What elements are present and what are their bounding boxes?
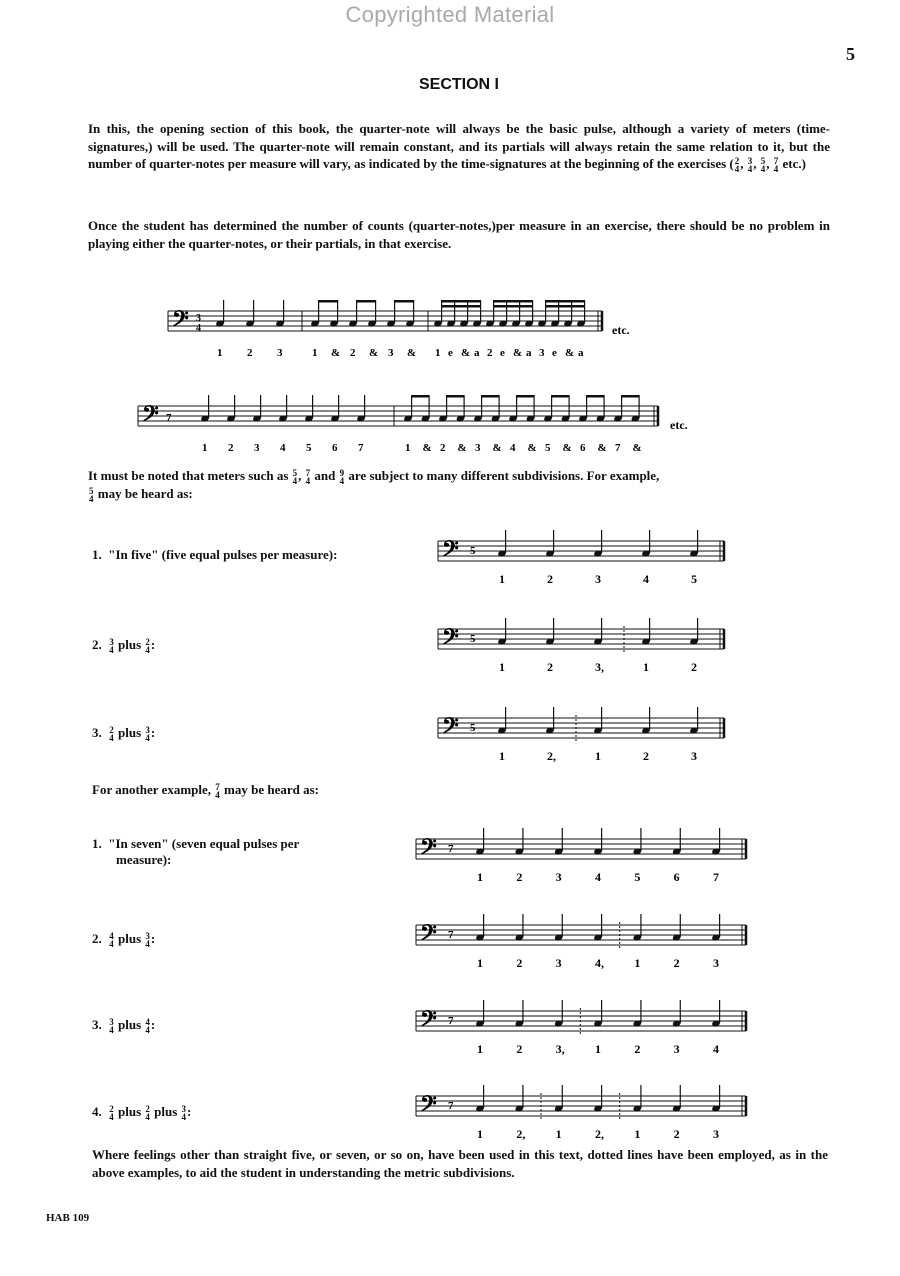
- count-label: 1: [405, 442, 411, 454]
- counts-paragraph: Once the student has determined the number of counts (quarter-notes,)per measure in an exercise, there should be no problem in playing either the quarter-notes, or their partials, in that exercise.: [88, 218, 830, 251]
- count-label: 3,: [595, 660, 604, 674]
- seven-example-4-staff: [408, 1075, 758, 1145]
- count-label: 2: [673, 1127, 680, 1141]
- five-example-3-staff: [430, 697, 740, 767]
- svg-text:3: 3: [196, 313, 201, 324]
- count-label: 2,: [547, 749, 556, 763]
- count-label: 1: [477, 956, 483, 970]
- count-label: 2: [516, 1042, 523, 1056]
- five-example-2-staff: [430, 608, 740, 678]
- time-signature: 5: [470, 633, 476, 645]
- count-label: 2: [643, 749, 649, 763]
- count-label: 1: [643, 660, 649, 674]
- subdivisions-paragraph: It must be noted that meters such as 5 4 , 7 4 and 9 4 are subject to many different subdivisions. For example, 5 4 may be heard as:: [88, 468, 660, 505]
- count-label: &: [461, 347, 471, 359]
- count-label: 2: [673, 956, 680, 970]
- bass-clef-icon: 𝄢: [420, 835, 437, 864]
- five-example-3-label: 3. 2 4 plus 3 4 :: [92, 725, 156, 744]
- count-label: 3: [713, 956, 719, 970]
- seven-example-3-label: 3. 3 4 plus 4 4 :: [92, 1017, 156, 1036]
- count-label: 1: [202, 442, 208, 454]
- time-signature: 7: [448, 1015, 454, 1027]
- bass-clef-icon: 𝄢: [442, 714, 459, 743]
- fraction-five-four: 5 4: [760, 156, 766, 175]
- bass-clef-icon: 𝄢: [420, 921, 437, 950]
- count-label: 6: [332, 442, 338, 454]
- beam: [319, 300, 338, 303]
- example-staff-2: [130, 385, 710, 460]
- count-label: 2,: [516, 1127, 526, 1141]
- count-label: 7: [713, 870, 719, 884]
- count-label: e: [552, 347, 557, 359]
- intro-paragraph: In this, the opening section of this book, the quarter-note will always be the basic pulse, although a variety of meters (time-signatures,) will be used. The quarter-note will remain constant, and its partials will always retain the same relation to it, but the number of quarter-notes per measure will vary, as indicated by the time-signatures at the beginning of the exercises ( 2 4 , 3 4 , 5 4 , 7 4 etc.): [88, 121, 830, 175]
- count-label: 1: [595, 749, 601, 763]
- beam: [447, 395, 465, 398]
- count-label: 2: [547, 660, 553, 674]
- beam: [482, 395, 500, 398]
- time-signature: 7: [448, 929, 454, 941]
- count-label: 1: [499, 749, 505, 763]
- count-label: &: [513, 347, 523, 359]
- count-label: &: [565, 347, 575, 359]
- seven-example-1-staff: [408, 818, 758, 888]
- count-label: 3: [595, 572, 601, 586]
- count-label: 3: [555, 956, 562, 970]
- count-label: 7: [358, 442, 364, 454]
- count-label: 3: [713, 1127, 719, 1141]
- count-label: 6: [673, 870, 680, 884]
- watermark: Copyrighted Material: [345, 2, 555, 27]
- fraction-seven-four: 7 4: [773, 156, 779, 175]
- count-label: 2,: [595, 1127, 604, 1141]
- seven-example-2-staff: [408, 904, 758, 974]
- another-example-paragraph: For another example, 7 4 may be heard as:: [92, 782, 319, 801]
- count-label: 5: [634, 870, 641, 884]
- count-label: &: [632, 442, 642, 454]
- beam: [412, 395, 430, 398]
- count-label: 1: [477, 870, 483, 884]
- beam: [622, 395, 640, 398]
- beam: [517, 395, 535, 398]
- bass-clef-icon: 𝄢: [420, 1092, 437, 1121]
- beam: [587, 395, 605, 398]
- count-label: &: [527, 442, 537, 454]
- beam: [494, 305, 533, 308]
- count-label: 2: [691, 660, 697, 674]
- count-label: 4,: [595, 956, 604, 970]
- count-label: 1: [217, 347, 223, 359]
- count-label: 4: [643, 572, 649, 586]
- count-label: 2: [516, 870, 523, 884]
- count-label: &: [407, 347, 417, 359]
- count-label: 4: [280, 442, 286, 454]
- count-label: 3: [475, 442, 481, 454]
- count-label: &: [492, 442, 502, 454]
- count-label: 1: [435, 347, 441, 359]
- svg-text:7: 7: [166, 412, 172, 424]
- count-label: 3: [539, 347, 545, 359]
- count-label: 4: [713, 1042, 719, 1056]
- section-title: SECTION I: [418, 76, 499, 93]
- time-signature: 5: [470, 545, 476, 557]
- beam: [357, 300, 376, 303]
- five-example-1-label: 1. "In five" (five equal pulses per measure):: [92, 547, 338, 562]
- etc-label: etc.: [670, 418, 688, 432]
- count-label: 5: [545, 442, 551, 454]
- count-label: 2: [350, 347, 356, 359]
- count-label: &: [422, 442, 432, 454]
- count-label: &: [457, 442, 467, 454]
- bass-clef-icon: 𝄢: [142, 402, 159, 431]
- count-label: 2: [228, 442, 234, 454]
- bass-clef-icon: 𝄢: [420, 1007, 437, 1036]
- example-staff-1: [160, 290, 650, 365]
- beam: [494, 300, 533, 303]
- fraction-two-four: 2 4: [734, 156, 740, 175]
- beam: [552, 395, 570, 398]
- count-label: a: [578, 347, 584, 359]
- count-label: 3: [555, 870, 562, 884]
- fraction-three-four: 3 4: [747, 156, 753, 175]
- count-label: 1: [499, 572, 505, 586]
- count-label: 3,: [555, 1042, 565, 1056]
- closing-paragraph: Where feelings other than straight five, or seven, or so on, have been used in this text, dotted lines have been employed, as in the above examples, to aid the student in understanding the metric subdivisions.: [92, 1147, 828, 1180]
- count-label: 1: [312, 347, 318, 359]
- seven-example-2-label: 2. 4 4 plus 3 4 :: [92, 931, 156, 950]
- count-label: 1: [477, 1127, 483, 1141]
- bass-clef-icon: 𝄢: [172, 307, 189, 336]
- count-label: 3: [277, 347, 283, 359]
- count-label: 2: [634, 1042, 641, 1056]
- svg-text:4: 4: [196, 323, 201, 334]
- count-label: &: [597, 442, 607, 454]
- count-label: 5: [306, 442, 312, 454]
- beam: [442, 300, 481, 303]
- count-label: a: [474, 347, 480, 359]
- count-label: 7: [615, 442, 621, 454]
- count-label: 2: [487, 347, 493, 359]
- count-label: 2: [247, 347, 253, 359]
- count-label: 1: [555, 1127, 562, 1141]
- seven-example-4-label: 4. 2 4 plus 2 4 plus 3 4 :: [92, 1104, 192, 1123]
- footer-code: HAB 109: [46, 1212, 90, 1224]
- count-label: 1: [499, 660, 505, 674]
- count-label: 2: [547, 572, 553, 586]
- beam: [546, 305, 585, 308]
- seven-example-1-label: 1. "In seven" (seven equal pulses per measure):: [92, 836, 300, 867]
- count-label: 1: [595, 1042, 601, 1056]
- count-label: 2: [440, 442, 446, 454]
- count-label: &: [562, 442, 572, 454]
- time-signature: 7: [448, 1100, 454, 1112]
- count-label: 6: [580, 442, 586, 454]
- page-number: 5: [846, 44, 855, 64]
- count-label: 1: [634, 956, 641, 970]
- count-label: 3: [673, 1042, 680, 1056]
- seven-example-3-staff: [408, 990, 758, 1060]
- count-label: &: [369, 347, 379, 359]
- count-label: 2: [516, 956, 523, 970]
- time-signature: 7: [448, 843, 454, 855]
- count-label: 4: [595, 870, 601, 884]
- time-signature: 5: [470, 722, 476, 734]
- beam: [442, 305, 481, 308]
- five-example-1-staff: [430, 520, 740, 590]
- count-label: e: [500, 347, 505, 359]
- bass-clef-icon: 𝄢: [442, 625, 459, 654]
- count-label: 1: [634, 1127, 641, 1141]
- count-label: 3: [691, 749, 697, 763]
- count-label: &: [331, 347, 341, 359]
- count-label: 1: [477, 1042, 483, 1056]
- beam: [395, 300, 414, 303]
- count-label: a: [526, 347, 532, 359]
- etc-label: etc.: [612, 323, 630, 337]
- beam: [546, 300, 585, 303]
- five-example-2-label: 2. 3 4 plus 2 4 :: [92, 637, 156, 656]
- count-label: 3: [254, 442, 260, 454]
- count-label: 4: [510, 442, 516, 454]
- count-label: e: [448, 347, 453, 359]
- count-label: 5: [691, 572, 697, 586]
- bass-clef-icon: 𝄢: [442, 537, 459, 566]
- count-label: 3: [388, 347, 394, 359]
